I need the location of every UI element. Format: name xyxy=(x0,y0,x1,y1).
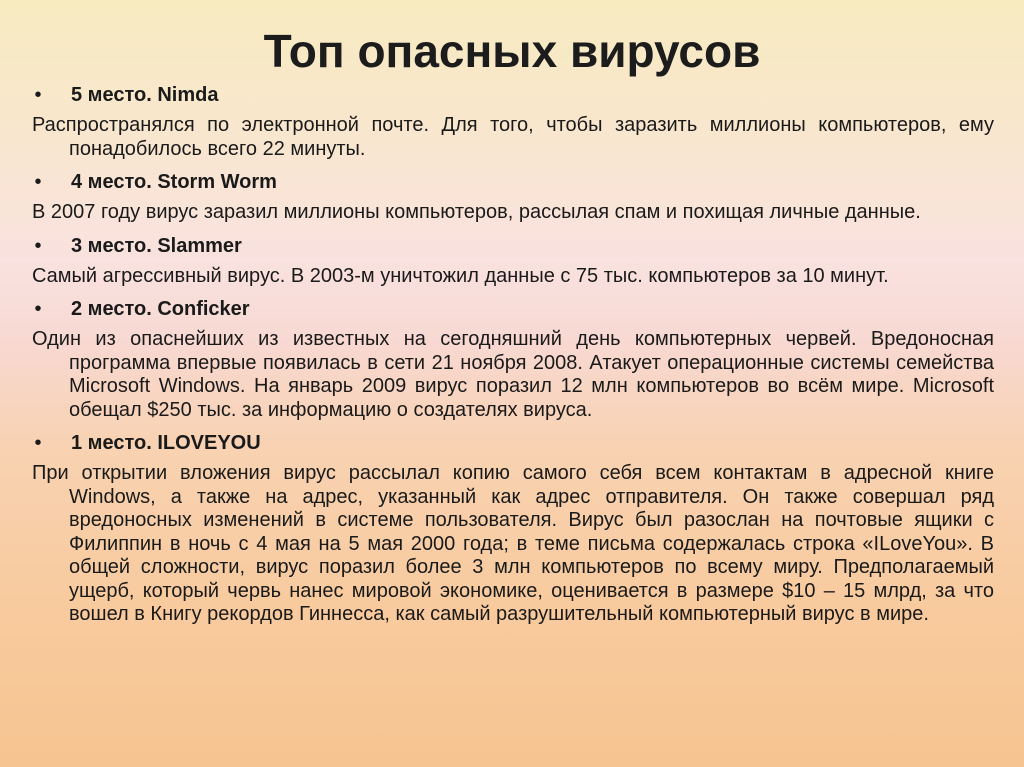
entry-heading-text: 5 место. Nimda xyxy=(71,84,219,106)
bullet-icon: • xyxy=(34,298,42,320)
entry-description: Самый агрессивный вирус. В 2003-м уничтожил данные с 75 тыс. компьютеров за 10 минут. xyxy=(32,264,889,287)
list-item xyxy=(32,296,994,422)
entry-heading xyxy=(32,82,994,108)
entry-description: Один из опаснейших из известных на сегодняшний день компьютерных червей. Вредоносная программа впервые появилась в сети 21 ноября 2008. Атакует операционные системы семейства Microsoft Windows. На январь 2009 вирус поразил 12 млн компьютеров во всём мире. Microsoft обещал $250 тыс. за информацию о создателях вируса. xyxy=(32,328,994,421)
list-item xyxy=(32,169,994,225)
entry-description: В 2007 году вирус заразил миллионы компьютеров, рассылая спам и похищая личные данные. xyxy=(32,201,921,223)
entry-description: При открытии вложения вирус рассылал копию самого себя всем контактам в адресной книге Windows, а также на адрес, указанный как адрес отправителя. Он также совершал ряд вредоносных изменений в системе пользователя. Вирус был разослан на почтовые ящики с Филиппин в ночь с 4 мая на 5 мая 2000 года; в теме письма содержалась строка «ILoveYou». В общей сложности, вирус поразил более 3 млн компьютеров по всему миру. Предполагаемый ущерб, который червь нанес мировой экономике, оценивается в размере $10 – 15 млрд, за что вошел в Книгу рекордов Гиннесса, как самый разрушительный компьютерный вирус в мире. xyxy=(32,462,994,625)
entry-heading xyxy=(32,296,994,322)
entry-heading xyxy=(32,430,994,456)
bullet-icon: • xyxy=(34,432,42,454)
entry-heading-text: 4 место. Storm Worm xyxy=(71,171,277,193)
list-item xyxy=(32,233,994,289)
list-item xyxy=(32,430,994,627)
slide-content xyxy=(32,82,994,635)
bullet-icon: • xyxy=(34,234,42,257)
slide-title: Топ опасных вирусов xyxy=(263,25,761,77)
entry-heading-text: 1 место. ILOVEYOU xyxy=(71,432,261,454)
entry-heading xyxy=(32,169,994,195)
entry-heading-text: 3 место. Slammer xyxy=(71,234,242,257)
entry-heading-text: 2 место. Conficker xyxy=(71,298,250,320)
bullet-icon: • xyxy=(34,171,42,193)
bullet-icon: • xyxy=(34,84,42,106)
entry-heading xyxy=(32,233,994,259)
list-item xyxy=(32,82,994,161)
entry-description: Распространялся по электронной почте. Для того, чтобы заразить миллионы компьютеров, ему понадобилось всего 22 минуты. xyxy=(32,114,994,160)
